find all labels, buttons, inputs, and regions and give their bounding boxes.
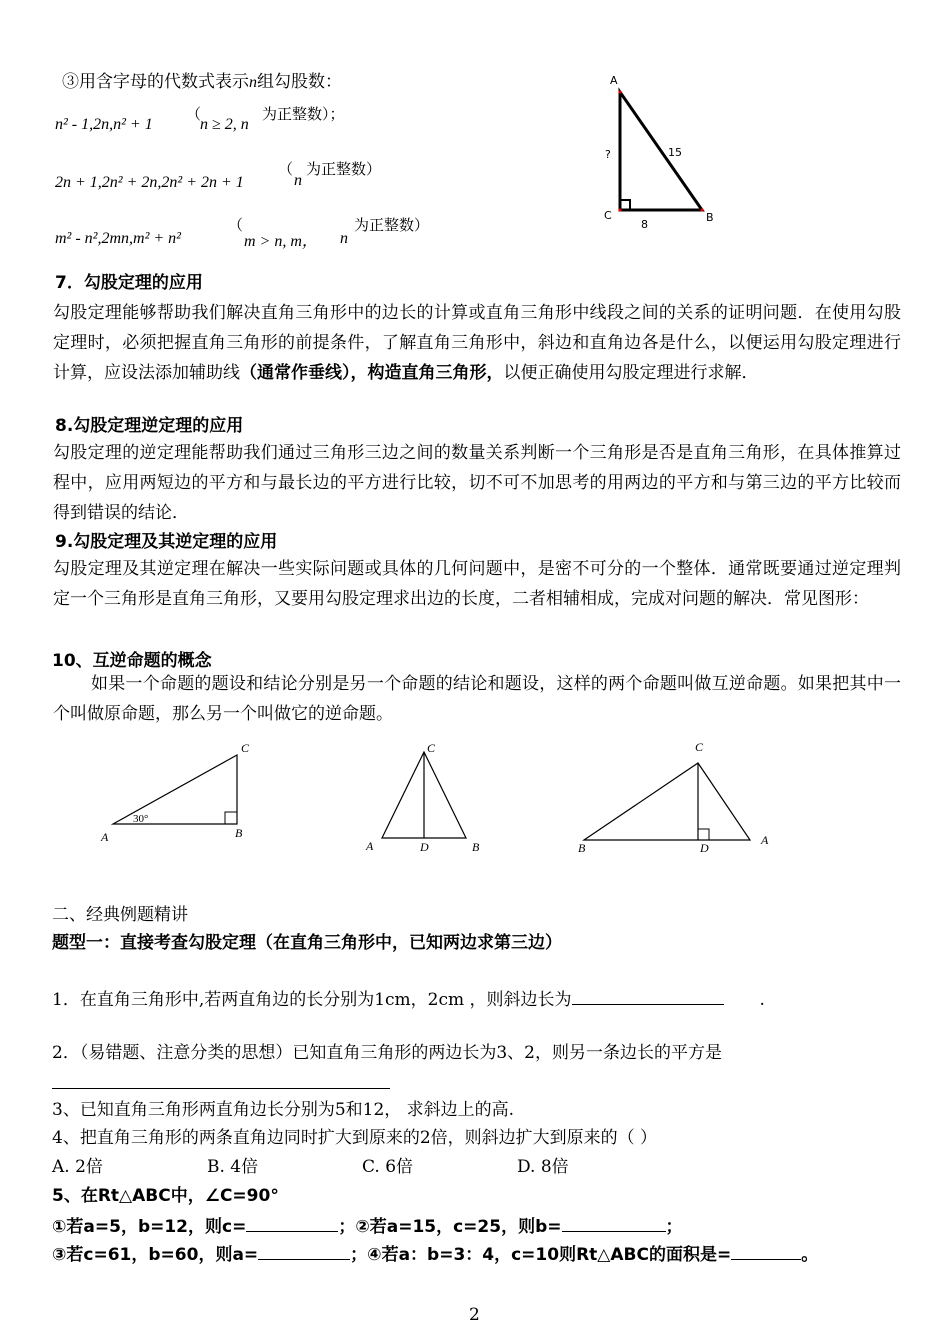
- q4-option-b[interactable]: B. 4倍: [207, 1157, 259, 1177]
- top-triangle-figure: [596, 70, 726, 230]
- vertex-c-dot: [618, 208, 621, 211]
- q2-answer-blank[interactable]: [52, 1088, 390, 1089]
- s7-paragraph: [53, 298, 901, 388]
- top-label-a: A: [610, 74, 618, 87]
- fig3-label-a: A: [761, 833, 769, 847]
- s9-title: 9.勾股定理及其逆定理的应用: [55, 532, 278, 552]
- s10-title: 10、互逆命题的概念: [52, 651, 212, 671]
- formula-2-paren: （: [278, 160, 294, 178]
- vertex-b-dot: [700, 208, 703, 211]
- q5-line1: [52, 1215, 683, 1237]
- fig1-label-b: B: [235, 826, 243, 840]
- q5-l2a: ③若c=61，b=60，则a=: [52, 1245, 259, 1265]
- s7-text-bold: （通常作垂线），构造直角三角形，: [240, 363, 504, 383]
- formula-3-paren: （: [228, 216, 244, 234]
- section2-title: 二、经典例题精讲: [52, 905, 188, 925]
- top-label-side: ?: [605, 148, 611, 161]
- q1: [52, 988, 765, 1010]
- q5-l2c: 。: [801, 1245, 819, 1265]
- figure-1: [95, 738, 255, 846]
- fig3-label-c: C: [695, 740, 704, 754]
- formula-2-var: n: [294, 172, 302, 189]
- formula-2: 2n + 1,2n² + 2n,2n² + 2n + 1: [55, 174, 244, 191]
- q5-line2: [52, 1243, 818, 1265]
- q5-title: 5、在Rt△ABC中，∠C=90°: [52, 1186, 279, 1206]
- top-label-b: B: [706, 211, 714, 224]
- s8-paragraph: 勾股定理的逆定理能帮助我们通过三角形三边之间的数量关系判断一个三角形是否是直角三角形，在具体推算过程中，应用两短边的平方和与最长边的平方进行比较，切不可不加思考的用两边的平方和与第三边的平方比较而得到错误的结论．: [53, 443, 901, 523]
- intro-var: n: [249, 74, 257, 91]
- s7-title: 7．勾股定理的应用: [55, 273, 203, 293]
- formula-3: m² - n²,2mn,m² + n²: [55, 230, 181, 247]
- fig3-label-b: B: [578, 841, 586, 855]
- q4-option-a[interactable]: A. 2倍: [52, 1157, 103, 1177]
- q4-option-d[interactable]: D. 8倍: [517, 1157, 569, 1177]
- fig1-angle-label: 30°: [133, 813, 149, 825]
- s9-paragraph: 勾股定理及其逆定理在解决一些实际问题或具体的几何问题中，是密不可分的一个整体．通常既要通过逆定理判定一个三角形是直角三角形，又要用勾股定理求出边的长度，二者相辅相成，完成对问题的解决．常见图形：: [53, 559, 901, 609]
- formula-1-paren: （: [186, 105, 202, 123]
- vertex-a-dot: [618, 90, 621, 93]
- figure-3: [572, 736, 782, 856]
- top-label-c: C: [604, 209, 612, 222]
- intro-line: [62, 72, 342, 93]
- top-triangle-shape: [620, 92, 702, 210]
- intro-text: ③用含字母的代数式表示: [62, 72, 249, 92]
- top-label-hyp: 15: [668, 146, 682, 159]
- figure-2: [362, 738, 492, 856]
- q1-end: .: [759, 990, 765, 1010]
- fig2-label-a: A: [366, 839, 374, 853]
- s10-paragraph: 如果一个命题的题设和结论分别是另一个命题的结论和题设，这样的两个命题叫做互逆命题。如果把其中一个叫做原命题，那么另一个叫做它的逆命题。: [53, 674, 901, 724]
- q5-l2b: ；④若a：b=3：4，c=10则Rt△ABC的面积是=: [350, 1245, 732, 1265]
- q5-blank-a[interactable]: [258, 1243, 350, 1260]
- q5-l1b: ；②若a=15，c=25，则b=: [338, 1217, 562, 1237]
- q1-answer-blank[interactable]: [572, 988, 724, 1005]
- fig3-triangle: [584, 763, 750, 840]
- formula-2-tail: 为正整数）: [306, 160, 382, 178]
- q5-l1c: ；: [665, 1217, 683, 1237]
- fig1-right-angle: [225, 812, 237, 824]
- fig1-triangle: [113, 755, 237, 824]
- formula-1: n² - 1,2n,n² + 1: [55, 116, 153, 133]
- s8-title: 8.勾股定理逆定理的应用: [55, 416, 244, 436]
- s7-text-tail: 以便正确使用勾股定理进行求解．: [503, 363, 759, 383]
- q4-option-c[interactable]: C. 6倍: [362, 1157, 414, 1177]
- formula-1-tail: 为正整数）；: [262, 105, 345, 123]
- formula-3-tail: 为正整数）: [354, 216, 430, 234]
- fig2-label-c: C: [427, 741, 436, 755]
- s7-text: 勾股定理能够帮助我们解决直角三角形中的边长的计算或直角三角形中线段之间的关系的证明问题．在使用勾股定理时，必须把握直角三角形的前提条件，了解直角三角形中，斜边和直角边各是什么，以便运用勾股定理进行计算，应设法添加辅助线: [53, 303, 901, 383]
- formula-3-cond: m > n, m，: [244, 233, 318, 250]
- formula-3-var: n: [340, 230, 348, 247]
- q5-l1a: ①若a=5，b=12，则c=: [52, 1217, 247, 1237]
- intro-tail: 组勾股数：: [257, 72, 342, 92]
- fig2-label-d: D: [420, 840, 429, 854]
- top-label-base: 8: [641, 218, 648, 230]
- q5-blank-c[interactable]: [246, 1215, 338, 1232]
- formula-1-cond: n ≥ 2, n: [200, 116, 249, 133]
- q2-text: 2．（易错题、注意分类的思想）已知直角三角形的两边长为3、2，则另一条边长的平方是: [52, 1043, 722, 1063]
- q5-blank-area[interactable]: [731, 1243, 801, 1260]
- fig2-label-b: B: [472, 840, 480, 854]
- q3-text: 3、已知直角三角形两直角边长分别为5和12， 求斜边上的高.: [52, 1100, 515, 1120]
- fig1-label-c: C: [241, 741, 250, 755]
- fig1-label-a: A: [101, 830, 109, 844]
- type1-title: 题型一：直接考查勾股定理（在直角三角形中，已知两边求第三边）: [52, 933, 562, 953]
- page-number: 2: [469, 1305, 480, 1325]
- fig3-label-d: D: [700, 841, 709, 855]
- q1-text: 1．在直角三角形中,若两直角边的长分别为1cm，2cm ，则斜边长为: [52, 990, 572, 1010]
- q5-blank-b[interactable]: [562, 1215, 666, 1232]
- q4-text: 4、把直角三角形的两条直角边同时扩大到原来的2倍，则斜边扩大到原来的（ ）: [52, 1128, 658, 1148]
- fig3-right-angle: [698, 829, 709, 840]
